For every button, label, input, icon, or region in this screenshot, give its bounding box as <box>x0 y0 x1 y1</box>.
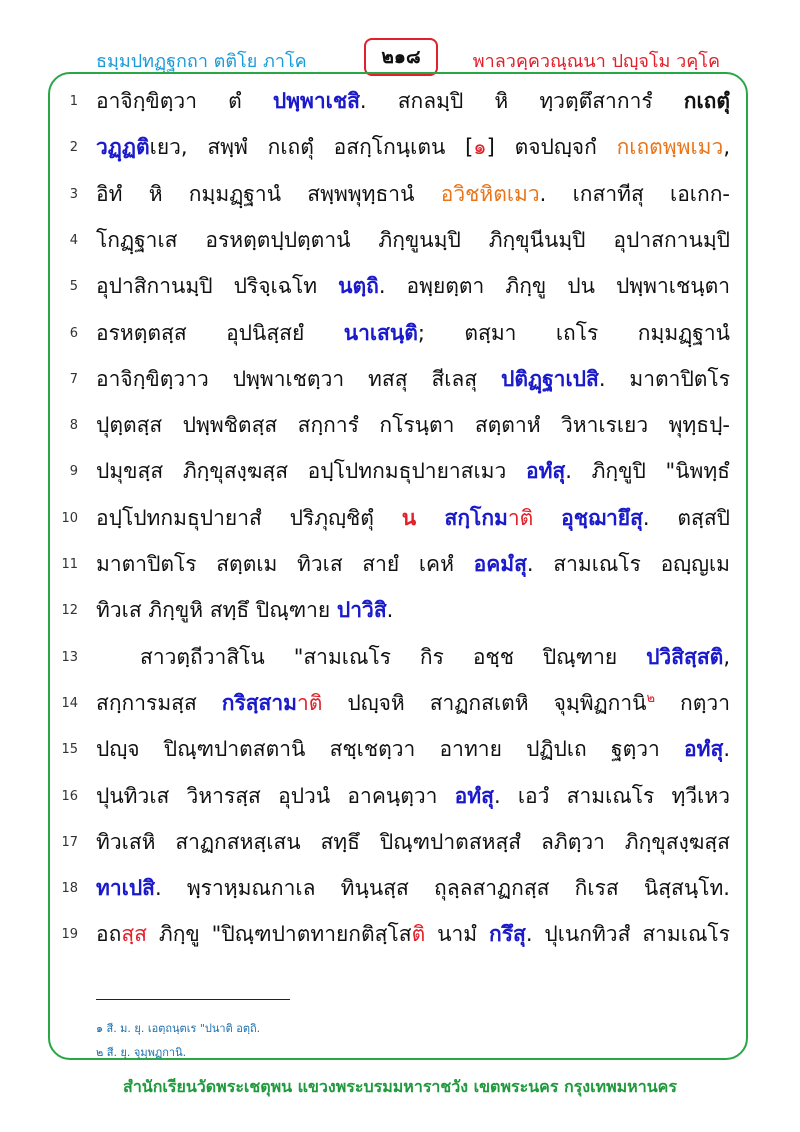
text-line <box>0 775 800 821</box>
line-number: 5 <box>69 279 78 295</box>
text-line <box>0 543 800 589</box>
text-line <box>0 821 800 867</box>
highlighted-term: าติ <box>507 505 534 530</box>
text-segment: . มาตาปิตโร <box>598 366 730 391</box>
text-segment: อุปาสิกานมฺปิ ปริจฺเฉโท <box>96 274 339 299</box>
text-segment: สกฺการมสฺส <box>96 690 222 715</box>
text-segment: . <box>723 737 730 762</box>
text-segment: อถ <box>96 922 122 947</box>
highlighted-term: อทํสุ <box>525 459 566 484</box>
highlighted-term: อทํสุ <box>684 737 724 762</box>
line-text <box>96 919 730 949</box>
text-segment: ] ตจปญฺจกํ <box>486 135 617 160</box>
text-segment: อรหตฺตสฺส อุปนิสฺสยํ <box>96 320 344 345</box>
line-number: 12 <box>61 603 78 619</box>
line-text <box>96 86 730 116</box>
text-segment: อาจิกฺขิตฺวา ตํ <box>96 89 273 113</box>
line-number: 14 <box>61 695 78 711</box>
text-segment: . พฺราหฺมณกาเล ทินฺนสฺส ถุลฺลสาฏกสฺส กิเรส นิสฺสนฺโท. <box>154 876 730 901</box>
text-segment: อิทํ หิ กมฺมฏฺฐานํ สพฺพพุทฺธานํ <box>96 181 441 206</box>
highlighted-term: าติ <box>297 690 323 715</box>
text-segment: . เอวํ สามเณโร ทฺวีเหว <box>493 783 730 808</box>
line-text <box>96 503 730 533</box>
line-number: 15 <box>61 742 78 758</box>
line-number: 10 <box>61 510 78 526</box>
text-segment: ปญฺจ ปิณฺฑปาตสตานิ สชฺเชตฺวา อาทาย ปฏิปเถ ฐตฺวา <box>96 737 685 762</box>
text-line <box>0 913 800 959</box>
text-segment: . <box>386 598 394 623</box>
line-text <box>96 827 730 857</box>
text-segment: ปมุขสฺส ภิกฺขุสงฺฆสฺส อปฺโปทกมธุปายาสเมว <box>96 459 526 484</box>
line-number: 7 <box>69 371 78 387</box>
line-number: 2 <box>69 140 78 156</box>
text-segment: , <box>723 644 730 669</box>
line-text <box>96 179 730 209</box>
line-text <box>96 271 730 301</box>
text-line <box>0 404 800 450</box>
line-text <box>96 595 730 625</box>
text-line <box>0 589 800 635</box>
line-text <box>140 642 730 672</box>
highlighted-term: นาเสนฺติ <box>343 320 418 345</box>
text-line <box>0 265 800 311</box>
line-number: 6 <box>69 325 78 341</box>
text-segment: กตฺวา <box>655 690 730 715</box>
highlighted-term: อวิชหิตเมว <box>440 181 540 206</box>
text-line <box>0 728 800 774</box>
highlighted-term: สกฺโกม <box>444 505 508 530</box>
text-segment: . ปุเนกทิวสํ สามเณโร <box>525 922 730 947</box>
chapter-title: พาลวคฺควณฺณนา ปญฺจโม วคฺโค <box>472 51 720 72</box>
text-segment: ทิวเส ภิกฺขูหิ สทฺธึ ปิณฺฑาย <box>96 598 337 623</box>
highlighted-term: น <box>401 505 445 530</box>
line-text <box>96 734 730 764</box>
highlighted-term: ทาเปสิ <box>96 876 155 901</box>
text-segment: ปญฺจหิ สาฏกสเตหิ จุมฺพิฏกานิ <box>322 690 647 715</box>
text-line <box>0 173 800 219</box>
line-number: 19 <box>61 927 78 943</box>
text-segment <box>533 506 561 530</box>
page-footer: สำนักเรียนวัดพระเชตุพน แขวงพระบรมมหาราชวัง เขตพระนคร กรุงเทพมหานคร <box>123 1077 677 1096</box>
text-segment: . ภิกฺขูปิ "นิพทฺธํ <box>565 459 730 484</box>
page-number: ๒๑๘ <box>364 38 438 76</box>
text-line <box>0 219 800 265</box>
highlighted-term: สฺส <box>121 922 147 947</box>
line-text <box>96 364 730 394</box>
text-segment: อปฺโปทกมธุปายาสํ ปริภุญฺชิตุํ <box>96 505 402 530</box>
text-segment: . เกสาทีสุ เอเกก- <box>539 181 730 206</box>
text-segment: ภิกฺขู "ปิณฺฑปาตทายกติสฺโส <box>146 922 412 947</box>
text-line <box>0 867 800 913</box>
line-text <box>96 781 730 811</box>
line-number: 8 <box>69 418 78 434</box>
line-number: 18 <box>61 881 78 897</box>
text-segment: นามํ <box>425 922 489 947</box>
line-number: 3 <box>69 186 78 202</box>
book-title: ธมฺมปทฏฺฐกถา ตติโย ภาโค <box>96 51 307 72</box>
highlighted-term: นตฺถิ <box>338 274 379 299</box>
text-segment: . ตสฺสปิ <box>642 505 730 530</box>
highlighted-term: ปาวิสิ <box>336 598 387 623</box>
text-line <box>0 450 800 496</box>
line-text <box>96 688 730 718</box>
line-number: 1 <box>69 94 78 109</box>
text-segment: ปุนทิวเส วิหารสฺส อุปวนํ อาคนฺตฺวา <box>96 783 455 808</box>
text-segment: . สามเณโร อญฺญเม <box>526 552 730 576</box>
text-line <box>0 636 800 682</box>
line-text <box>96 132 730 162</box>
line-text <box>96 456 730 486</box>
highlighted-term: กรึสุ <box>489 922 526 947</box>
line-number: 9 <box>69 464 78 480</box>
text-segment: , <box>723 135 730 160</box>
highlighted-term: วฏฺฏติ <box>96 135 150 160</box>
highlighted-term: กริสฺสาม <box>221 690 298 715</box>
text-segment: มาตาปิตโร สตฺตเม ทิวเส สายํ เคหํ <box>96 552 474 576</box>
text-segment: . สกลมฺปิ หิ ทฺวตฺตึสาการํ <box>359 89 684 113</box>
highlighted-term: ปวิสิสฺสติ <box>646 644 724 669</box>
text-segment: สาวตฺถีวาสิโน "สามเณโร กิร อชฺช ปิณฺฑาย <box>140 644 647 669</box>
text-segment: โกฏฺฐาเส อรหตฺตปฺปตฺตานํ ภิกฺขูนมฺปิ ภิกฺขุนีนมฺปิ อุปาสกานมฺปิ <box>96 227 730 252</box>
text-segment: ปุตฺตสฺส ปพฺพชิตสฺส สกฺการํ กโรนฺตา สตฺตาหํ วิหาเรเยว พุทฺธปฺ- <box>96 413 730 438</box>
text-line <box>0 126 800 172</box>
line-text <box>96 318 730 348</box>
text-line <box>0 497 800 543</box>
text-line <box>0 682 800 728</box>
highlighted-term: ติ <box>411 922 426 947</box>
footnote-rule <box>96 999 290 1000</box>
line-text <box>96 225 730 255</box>
line-number: 13 <box>61 649 78 665</box>
text-segment: อาจิกฺขิตฺวาว ปพฺพาเชตฺวา ทสสุ สีเลสุ <box>96 366 502 391</box>
footnote-1: ๑ สี. ม. ยุ. เอตฺถนฺตเร "ปนาติ อตฺถิ. <box>96 1022 261 1035</box>
line-number: 16 <box>61 788 78 804</box>
highlighted-term: ๑ <box>473 135 487 160</box>
highlighted-term: ๒ <box>646 690 656 706</box>
line-text <box>96 873 730 903</box>
text-line <box>0 80 800 126</box>
line-number: 17 <box>61 834 78 850</box>
text-line <box>0 312 800 358</box>
highlighted-term: กเถตพฺพเมว <box>616 135 724 160</box>
highlighted-term: อุชฺฌายึสุ <box>561 505 643 530</box>
text-segment: ทิวเสหิ สาฏกสหสฺเสน สทฺธึ ปิณฺฑปาตสหสฺสํ ลภิตฺวา ภิกฺขุสงฺฆสฺส <box>96 829 730 854</box>
text-line <box>0 358 800 404</box>
highlighted-term: อทํสุ <box>454 783 494 808</box>
line-text <box>96 549 730 579</box>
highlighted-term: กเถตุํ <box>683 89 730 113</box>
line-number: 4 <box>69 232 78 248</box>
line-number: 11 <box>61 557 78 572</box>
text-segment: . อพฺยตฺตา ภิกฺขู ปน ปพฺพาเชนฺตา <box>378 274 730 299</box>
text-segment: ; ตสฺมา เถโร กมฺมฏฺฐานํ <box>417 320 730 345</box>
footnote-2: ๒ สี. ยุ. จุมฺพฏกานิ. <box>96 1046 187 1059</box>
line-text <box>96 410 730 440</box>
highlighted-term: ปติฏฺฐาเปสิ <box>501 366 599 391</box>
text-segment: เยว, สพฺพํ กเถตุํ อสกฺโกนฺเตน [ <box>149 135 474 160</box>
highlighted-term: ปพฺพาเชสิ <box>272 89 360 113</box>
highlighted-term: อคมํสุ <box>473 552 527 576</box>
